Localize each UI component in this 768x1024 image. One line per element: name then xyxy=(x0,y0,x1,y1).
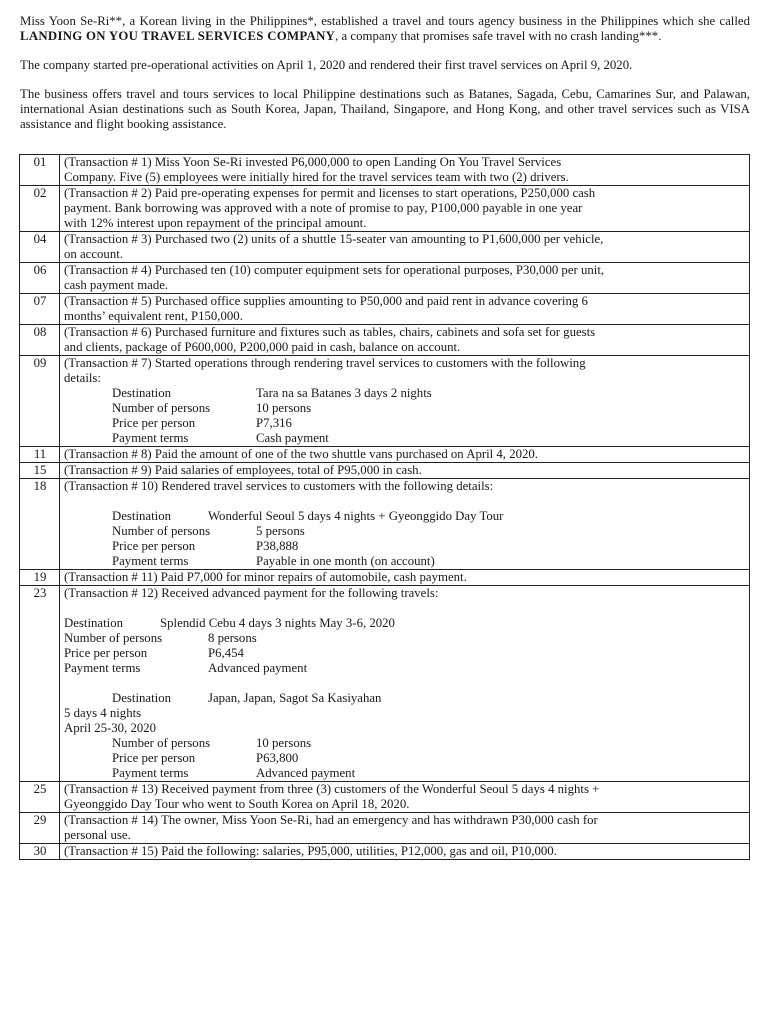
transaction-description xyxy=(60,586,750,782)
description-line: (Transaction # 6) Purchased furniture and fixtures such as tables, chairs, cabinets and sofa set for guests xyxy=(64,325,596,339)
description-line: (Transaction # 10) Rendered travel services to customers with the following details: xyxy=(64,479,494,493)
transaction-description xyxy=(60,447,750,463)
transaction-description xyxy=(60,232,750,263)
transaction-description xyxy=(60,186,750,232)
date-line: 5 days 4 nights xyxy=(64,706,142,720)
description-line: (Transaction # 4) Purchased ten (10) computer equipment sets for operational purposes, P30,000 per unit, xyxy=(64,263,605,277)
transaction-row xyxy=(20,263,750,294)
detail-row xyxy=(64,661,746,676)
transaction-row xyxy=(20,479,750,570)
description-line: (Transaction # 9) Paid salaries of employees, total of P95,000 in cash. xyxy=(64,463,422,477)
detail-row xyxy=(64,416,746,431)
detail-label: Payment terms xyxy=(112,554,189,568)
detail-value: Advanced payment xyxy=(208,661,308,675)
detail-row xyxy=(64,554,746,569)
transaction-date: 23 xyxy=(20,586,60,782)
detail-value: 10 persons xyxy=(256,736,312,750)
detail-value: Splendid Cebu 4 days 3 nights May 3-6, 2020 xyxy=(160,616,395,630)
company-name: LANDING ON YOU TRAVEL SERVICES COMPANY xyxy=(20,29,336,43)
transaction-date: 30 xyxy=(20,844,60,860)
transactions-table xyxy=(19,154,750,860)
transaction-row xyxy=(20,447,750,463)
transaction-row xyxy=(20,570,750,586)
detail-label: Price per person xyxy=(112,539,196,553)
transaction-date: 04 xyxy=(20,232,60,263)
detail-row xyxy=(64,616,746,631)
description-line: on account. xyxy=(64,247,123,261)
transaction-date: 25 xyxy=(20,782,60,813)
description-line: (Transaction # 12) Received advanced payment for the following travels: xyxy=(64,586,439,600)
detail-value: P6,454 xyxy=(208,646,244,660)
description-line: Company. Five (5) employees were initially hired for the travel services team with two (2) drivers. xyxy=(64,170,569,184)
detail-label: Destination xyxy=(112,509,171,523)
detail-row xyxy=(64,524,746,539)
detail-label: Price per person xyxy=(112,416,196,430)
description-line: (Transaction # 2) Paid pre-operating expenses for permit and licenses to start operations, P250,000 cash xyxy=(64,186,596,200)
description-line: (Transaction # 15) Paid the following: salaries, P95,000, utilities, P12,000, gas and oil, P10,000. xyxy=(64,844,557,858)
detail-row xyxy=(64,386,746,401)
transaction-row xyxy=(20,463,750,479)
detail-row xyxy=(64,766,746,781)
transaction-date: 18 xyxy=(20,479,60,570)
description-line: (Transaction # 11) Paid P7,000 for minor repairs of automobile, cash payment. xyxy=(64,570,467,584)
transaction-row xyxy=(20,844,750,860)
intro-text: Miss Yoon Se-Ri**, a Korean living in the Philippines*, established a travel and tours agency business in the Philippines which she called xyxy=(20,14,750,28)
transaction-date: 02 xyxy=(20,186,60,232)
description-line: personal use. xyxy=(64,828,131,842)
intro-paragraph-3: The business offers travel and tours services to local Philippine destinations such as Batanes, Sagada, Cebu, Camarines Sur, and Palawan, international Asian destinations such as South Korea, Japan, Thailand, Singapore, and Hong Kong, and other travel services such as VISA assistance and flight booking assistance. xyxy=(20,87,750,131)
detail-label: Destination xyxy=(112,386,171,400)
detail-value: P63,800 xyxy=(256,751,299,765)
detail-row xyxy=(64,751,746,766)
detail-value: 8 persons xyxy=(208,631,257,645)
detail-value: 5 persons xyxy=(256,524,305,538)
date-line: April 25-30, 2020 xyxy=(64,721,157,735)
description-line: (Transaction # 8) Paid the amount of one of the two shuttle vans purchased on April 4, 2020. xyxy=(64,447,539,461)
transaction-date: 29 xyxy=(20,813,60,844)
description-line: (Transaction # 7) Started operations through rendering travel services to customers with the following xyxy=(64,356,586,370)
description-line: (Transaction # 3) Purchased two (2) units of a shuttle 15-seater van amounting to P1,600,000 per vehicle, xyxy=(64,232,604,246)
transaction-date: 07 xyxy=(20,294,60,325)
spacer xyxy=(64,494,746,509)
transaction-date: 08 xyxy=(20,325,60,356)
description-line: (Transaction # 13) Received payment from three (3) customers of the Wonderful Seoul 5 days 4 nights + xyxy=(64,782,600,796)
transaction-date: 19 xyxy=(20,570,60,586)
transaction-description xyxy=(60,844,750,860)
transaction-row xyxy=(20,186,750,232)
detail-label: Price per person xyxy=(112,751,196,765)
detail-row xyxy=(64,431,746,446)
detail-label: Payment terms xyxy=(112,431,189,445)
detail-row xyxy=(64,539,746,554)
intro-paragraph-1 xyxy=(20,14,750,44)
detail-label: Destination xyxy=(112,691,171,705)
transaction-description xyxy=(60,155,750,186)
transaction-row xyxy=(20,356,750,447)
transaction-row xyxy=(20,294,750,325)
description-line: months’ equivalent rent, P150,000. xyxy=(64,309,243,323)
detail-row xyxy=(64,401,746,416)
description-line: (Transaction # 1) Miss Yoon Se-Ri invested P6,000,000 to open Landing On You Travel Services xyxy=(64,155,562,169)
detail-value: Advanced payment xyxy=(256,766,356,780)
description-line: (Transaction # 14) The owner, Miss Yoon Se-Ri, had an emergency and has withdrawn P30,000 cash for xyxy=(64,813,598,827)
transaction-description xyxy=(60,570,750,586)
description-line: with 12% interest upon repayment of the principal amount. xyxy=(64,216,367,230)
transaction-description xyxy=(60,263,750,294)
detail-row xyxy=(64,509,746,524)
detail-row xyxy=(64,646,746,661)
detail-value: Cash payment xyxy=(256,431,329,445)
detail-label: Number of persons xyxy=(112,401,211,415)
detail-label: Price per person xyxy=(64,646,148,660)
transaction-description xyxy=(60,813,750,844)
document-page xyxy=(20,14,750,860)
transaction-description xyxy=(60,356,750,447)
detail-label: Number of persons xyxy=(112,736,211,750)
transaction-row xyxy=(20,155,750,186)
intro-paragraph-2: The company started pre-operational activities on April 1, 2020 and rendered their first travel services on April 9, 2020. xyxy=(20,58,633,72)
detail-value: P38,888 xyxy=(256,539,299,553)
detail-value: Japan, Japan, Sagot Sa Kasiyahan xyxy=(208,691,382,705)
detail-label: Payment terms xyxy=(112,766,189,780)
transaction-row xyxy=(20,586,750,782)
detail-value: Payable in one month (on account) xyxy=(256,554,435,568)
detail-value: P7,316 xyxy=(256,416,292,430)
transactions-body xyxy=(20,155,750,860)
detail-value: Wonderful Seoul 5 days 4 nights + Gyeonggido Day Tour xyxy=(208,509,504,523)
transaction-description xyxy=(60,479,750,570)
description-line: details: xyxy=(64,371,101,385)
transaction-date: 01 xyxy=(20,155,60,186)
detail-value: Tara na sa Batanes 3 days 2 nights xyxy=(256,386,432,400)
detail-row xyxy=(64,691,746,706)
detail-label: Number of persons xyxy=(112,524,211,538)
transaction-row xyxy=(20,813,750,844)
transaction-row xyxy=(20,325,750,356)
intro-text: , a company that promises safe travel with no crash landing***. xyxy=(335,29,662,43)
transaction-row xyxy=(20,782,750,813)
transaction-description xyxy=(60,325,750,356)
transaction-description xyxy=(60,463,750,479)
transaction-date: 09 xyxy=(20,356,60,447)
description-line: cash payment made. xyxy=(64,278,169,292)
transaction-date: 11 xyxy=(20,447,60,463)
transaction-date: 15 xyxy=(20,463,60,479)
description-line: (Transaction # 5) Purchased office supplies amounting to P50,000 and paid rent in advance covering 6 xyxy=(64,294,588,308)
spacer xyxy=(64,601,746,616)
description-line: Gyeonggido Day Tour who went to South Korea on April 18, 2020. xyxy=(64,797,410,811)
transaction-date: 06 xyxy=(20,263,60,294)
spacer xyxy=(64,676,746,691)
detail-label: Number of persons xyxy=(64,631,163,645)
detail-row xyxy=(64,631,746,646)
detail-row xyxy=(64,736,746,751)
transaction-description xyxy=(60,782,750,813)
detail-label: Payment terms xyxy=(64,661,141,675)
transaction-description xyxy=(60,294,750,325)
description-line: and clients, package of P600,000, P200,000 paid in cash, balance on account. xyxy=(64,340,461,354)
description-line: payment. Bank borrowing was approved with a note of promise to pay, P100,000 payable in one year xyxy=(64,201,583,215)
detail-value: 10 persons xyxy=(256,401,312,415)
detail-label: Destination xyxy=(64,616,123,630)
transaction-row xyxy=(20,232,750,263)
